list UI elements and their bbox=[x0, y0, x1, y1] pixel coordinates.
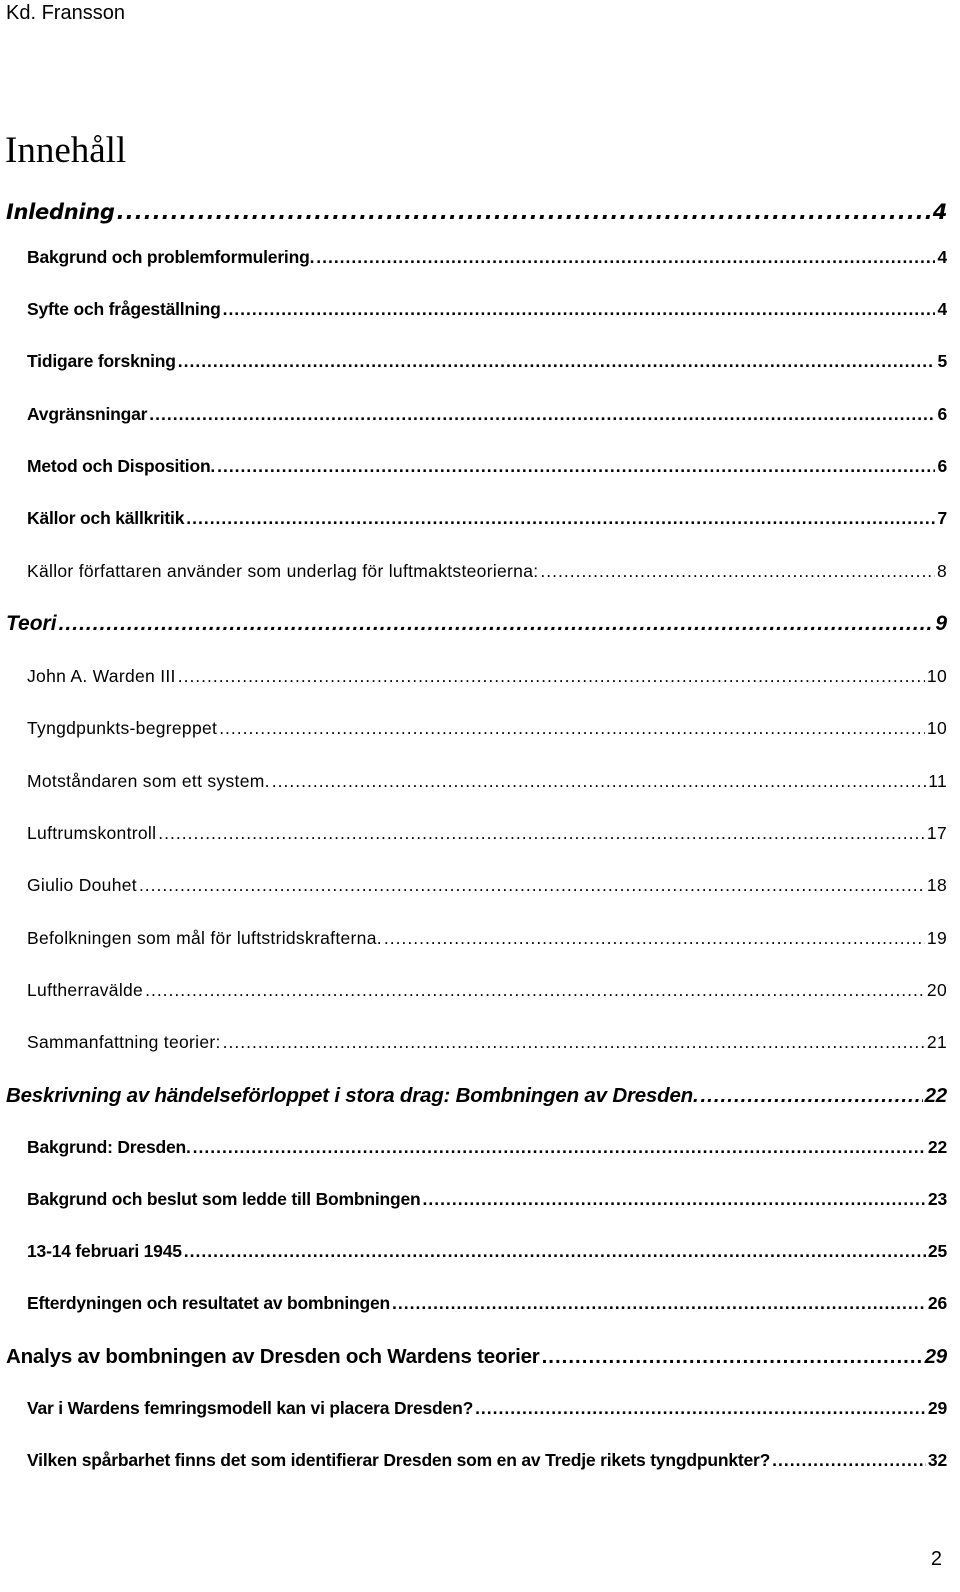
toc-entry[interactable] bbox=[27, 1241, 947, 1262]
toc-leader-dots bbox=[475, 1398, 926, 1419]
toc-entry-label: Bakgrund: Dresden. bbox=[27, 1137, 191, 1157]
toc-entry[interactable] bbox=[27, 404, 947, 425]
toc-entry-page: 6 bbox=[937, 456, 947, 476]
toc-leader-dots bbox=[423, 1189, 926, 1210]
toc-entry-page: 5 bbox=[937, 351, 947, 371]
toc-leader-dots bbox=[223, 1032, 925, 1053]
toc-entry-label: Luftrumskontroll bbox=[27, 823, 157, 843]
toc-entry-page: 29 bbox=[924, 1345, 947, 1368]
toc-entry-label: Var i Wardens femringsmodell kan vi placera Dresden? bbox=[27, 1398, 474, 1418]
toc-entry-label: Motståndaren som ett system. bbox=[27, 771, 270, 791]
toc-entry[interactable] bbox=[27, 1137, 947, 1158]
toc-leader-dots bbox=[178, 351, 936, 372]
toc-entry[interactable] bbox=[27, 666, 947, 687]
toc-entry[interactable] bbox=[27, 1398, 947, 1419]
toc-entry-label: Giulio Douhet bbox=[27, 875, 137, 895]
toc-entry-page: 6 bbox=[937, 404, 947, 424]
toc-entry-page: 17 bbox=[926, 823, 947, 843]
toc-entry-page: 9 bbox=[935, 612, 947, 635]
toc-entry[interactable] bbox=[27, 875, 947, 896]
toc-entry-label: Vilken spårbarhet finns det som identifierar Dresden som en av Tredje rikets tyngdpunkter? bbox=[27, 1450, 771, 1470]
toc-leader-dots bbox=[700, 1084, 922, 1108]
toc-entry[interactable] bbox=[27, 928, 947, 949]
toc-entry-label: Syfte och frågeställning bbox=[27, 299, 221, 319]
toc-entry-label: 13-14 februari 1945 bbox=[27, 1241, 182, 1261]
toc-entry[interactable] bbox=[27, 980, 947, 1001]
toc-leader-dots bbox=[223, 299, 936, 320]
toc-title: Innehåll bbox=[5, 130, 127, 171]
toc-entry-label: Sammanfattning teorier: bbox=[27, 1032, 221, 1052]
toc-entry[interactable] bbox=[27, 351, 947, 372]
toc-entry-label: Källor författaren använder som underlag för luftmaktsteorierna: bbox=[27, 561, 539, 581]
page-number: 2 bbox=[930, 1548, 942, 1570]
toc-leader-dots bbox=[219, 718, 925, 739]
toc-entry-page: 4 bbox=[937, 247, 947, 267]
toc-entry-label: Teori bbox=[6, 612, 57, 635]
toc-leader-dots bbox=[184, 1241, 926, 1262]
toc-leader-dots bbox=[272, 771, 926, 792]
toc-entry-page: 23 bbox=[927, 1189, 947, 1209]
toc-entry-page: 11 bbox=[928, 771, 947, 791]
toc-entry-label: Luftherravälde bbox=[27, 980, 144, 1000]
toc-leader-dots bbox=[149, 404, 935, 425]
toc-entry[interactable] bbox=[27, 299, 947, 320]
toc-entry[interactable] bbox=[27, 771, 947, 792]
page-header-author: Kd. Fransson bbox=[6, 2, 125, 24]
toc-entry-label: Efterdyningen och resultatet av bombningen bbox=[27, 1293, 391, 1313]
toc-entry-page: 25 bbox=[927, 1241, 947, 1261]
toc-entry-page: 10 bbox=[926, 718, 947, 738]
toc-leader-dots bbox=[193, 1137, 926, 1158]
toc-entry-page: 4 bbox=[937, 299, 947, 319]
toc-entry-label: Bakgrund och problemformulering. bbox=[27, 247, 315, 267]
toc-entry-page: 22 bbox=[927, 1137, 947, 1157]
toc-entry[interactable] bbox=[27, 561, 947, 582]
toc-leader-dots bbox=[542, 1345, 923, 1369]
toc-entry-page: 20 bbox=[926, 980, 947, 1000]
toc-leader-dots bbox=[392, 1293, 926, 1314]
toc-entry-beskrivning[interactable] bbox=[6, 1084, 947, 1108]
toc-entry-label: Källor och källkritik bbox=[27, 508, 185, 528]
toc-entry-page: 29 bbox=[927, 1398, 947, 1418]
toc-entry-page: 22 bbox=[924, 1084, 947, 1107]
toc-leader-dots bbox=[316, 247, 935, 268]
toc-entry-label: John A. Warden III bbox=[27, 666, 176, 686]
toc-leader-dots bbox=[145, 980, 925, 1001]
toc-leader-dots bbox=[117, 200, 931, 224]
toc-entry-teori[interactable] bbox=[6, 612, 947, 636]
toc-entry-label: Analys av bombningen av Dresden och Wardens teorier bbox=[6, 1345, 540, 1368]
toc-leader-dots bbox=[384, 928, 925, 949]
toc-leader-dots bbox=[217, 456, 935, 477]
toc-entry[interactable] bbox=[27, 1189, 947, 1210]
toc-entry[interactable] bbox=[27, 1032, 947, 1053]
toc-entry[interactable] bbox=[27, 456, 947, 477]
toc-entry-label: Avgränsningar bbox=[27, 404, 148, 424]
toc-leader-dots bbox=[540, 561, 935, 582]
toc-leader-dots bbox=[178, 666, 925, 687]
toc-entry[interactable] bbox=[27, 1450, 947, 1471]
toc-entry-inledning[interactable] bbox=[6, 200, 947, 224]
toc-entry-page: 21 bbox=[926, 1032, 947, 1052]
toc-entry-label: Metod och Disposition. bbox=[27, 456, 216, 476]
toc-entry-page: 18 bbox=[926, 875, 947, 895]
toc-leader-dots bbox=[139, 875, 925, 896]
toc-leader-dots bbox=[772, 1450, 926, 1471]
toc-entry-page: 10 bbox=[926, 666, 947, 686]
toc-entry[interactable] bbox=[27, 508, 947, 529]
toc-entry[interactable] bbox=[27, 1293, 947, 1314]
toc-entry[interactable] bbox=[27, 823, 947, 844]
toc-entry-label: Inledning bbox=[6, 200, 115, 224]
toc-entry-page: 4 bbox=[932, 200, 947, 224]
toc-entry[interactable] bbox=[27, 718, 947, 739]
toc-entry-page: 8 bbox=[936, 561, 947, 581]
toc-entry-page: 19 bbox=[926, 928, 947, 948]
toc-entry-page: 7 bbox=[937, 508, 947, 528]
toc-entry-analys[interactable] bbox=[6, 1345, 947, 1369]
toc-entry-label: Tyngdpunkts-begreppet bbox=[27, 718, 218, 738]
toc-entry-label: Bakgrund och beslut som ledde till Bombningen bbox=[27, 1189, 421, 1209]
toc-entry-page: 32 bbox=[927, 1450, 947, 1470]
toc-entry-label: Tidigare forskning bbox=[27, 351, 176, 371]
toc-leader-dots bbox=[158, 823, 925, 844]
toc-entry-label: Beskrivning av händelseförloppet i stora drag: Bombningen av Dresden. bbox=[6, 1084, 699, 1107]
toc-leader-dots bbox=[186, 508, 935, 529]
toc-entry[interactable] bbox=[27, 247, 947, 268]
toc-entry-label: Befolkningen som mål för luftstridskrafterna. bbox=[27, 928, 382, 948]
toc-entry-page: 26 bbox=[927, 1293, 947, 1313]
toc-leader-dots bbox=[59, 612, 934, 636]
